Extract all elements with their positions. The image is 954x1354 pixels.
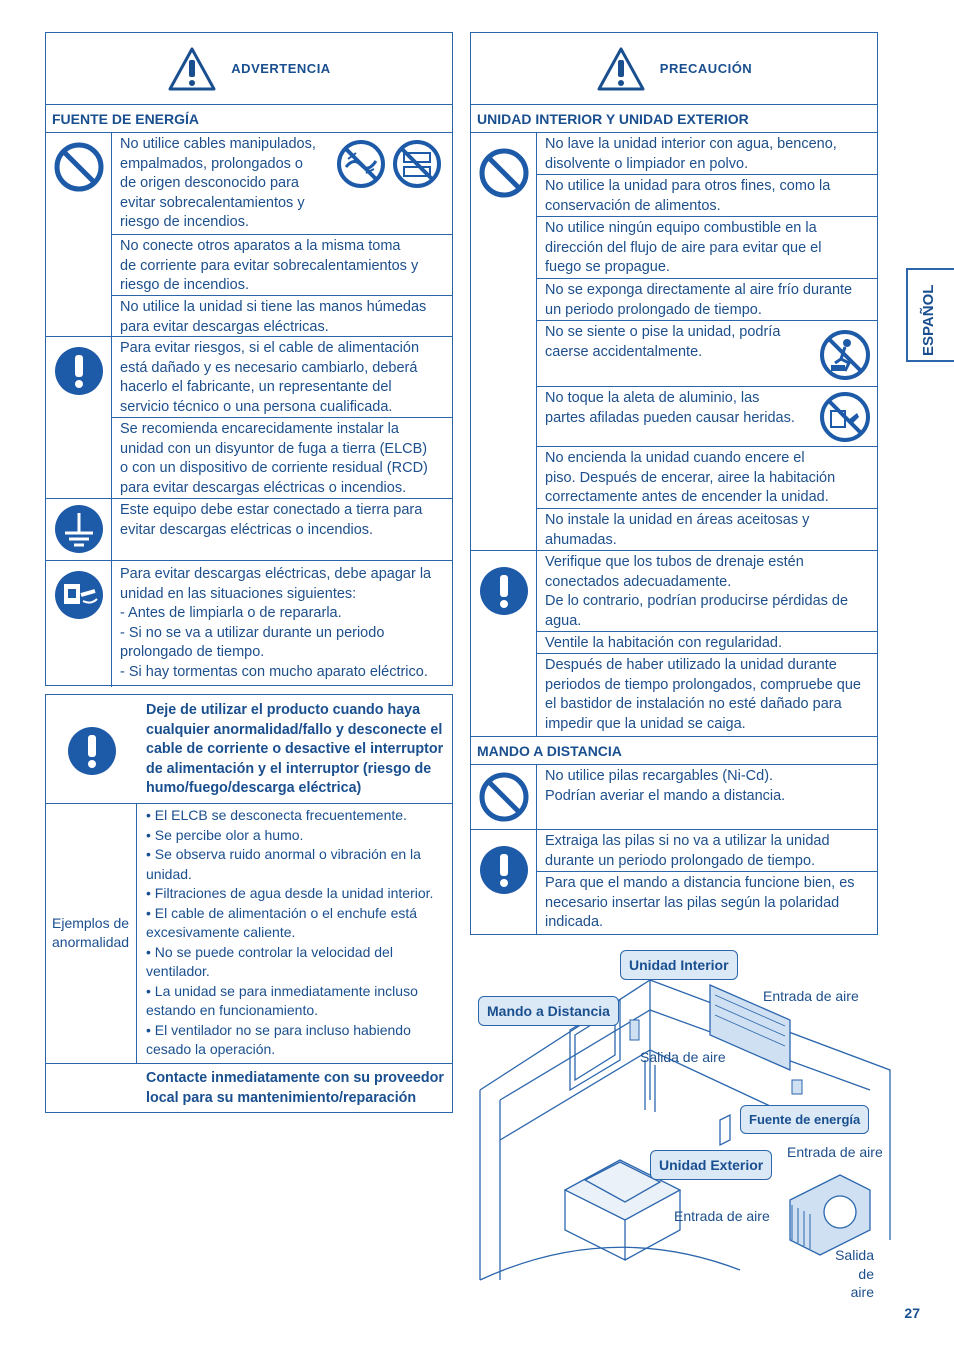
list-item: • Filtraciones de agua desde la unidad interior. — [146, 885, 434, 901]
ground-icon — [53, 503, 105, 555]
text-cell: No utilice ningún equipo combustible en la dirección del flujo de aire para evitar que el fuego se propague. — [537, 217, 877, 279]
mandatory-icon-cell — [471, 551, 537, 737]
caution-header — [471, 33, 877, 105]
warning-header — [46, 33, 452, 105]
contact-text: Contacte inmediatamente con su proveedor local para su mantenimiento/reparación — [146, 1070, 444, 1106]
air-outlet-label: Salida de aire — [640, 1049, 726, 1065]
abnormality-intro: Deje de utilizar el producto cuando haya cualquier anormalidad/fallo y desconecte el cable de corriente o desactive el interruptor de alimentación y el interruptor (riesgo de humo/fuego/descarga eléctrica) — [146, 702, 444, 796]
text-cell: Después de haber utilizado la unidad durante periodos de tiempo prolongados, compruebe que el bastidor de instalación no esté dañado para impedir que la unidad se caiga. — [545, 657, 861, 732]
list-item: • Se percibe olor a humo. — [146, 826, 304, 843]
group-unplug — [46, 561, 452, 687]
text-cell: No se siente o pise la unidad, podría caerse accidentalmente. — [537, 321, 877, 387]
text-cell: No encienda la unidad cuando encere el piso. Después de encerar, airee la habitación correctamente antes de encender la unidad. — [537, 447, 877, 509]
section-power-source: FUENTE DE ENERGÍA — [46, 105, 452, 133]
extension-cable-icon — [392, 139, 442, 189]
air-inlet-label: Entrada de aire — [763, 988, 859, 1004]
list-item: • El ventilador no se para incluso habiendo cesado la operación. — [146, 1021, 411, 1057]
list-item: • El ELCB se desconecta frecuentemente. — [146, 807, 407, 823]
text-cell: No utilice cables manipulados, empalmados, prolongados o de origen desconocido para evitar sobrecalentamientos y riesgo de incendios. — [112, 133, 452, 235]
list-item: • Se observa ruido anormal o vibración en la unidad. — [146, 846, 421, 882]
warning-title: ADVERTENCIA — [231, 61, 331, 76]
text-cell: Para que el mando a distancia funcione bien, es necesario insertar las pilas según la polaridad indicada. — [545, 875, 855, 930]
unplug-icon-cell — [46, 561, 112, 687]
group-prohibited — [471, 133, 877, 551]
mandatory-icon-cell — [46, 337, 112, 499]
text-cell: No instale la unidad en áreas aceitosas y ahumadas. — [545, 512, 810, 548]
text-cell: No utilice la unidad para otros fines, como la conservación de alimentos. — [537, 175, 877, 217]
examples-label: Ejemplos de anormalidad — [52, 915, 130, 950]
caution-box — [470, 32, 878, 935]
text-cell: Para evitar descargas eléctricas, debe apagar la unidad en las situaciones siguientes: - Antes de limpiarla o de repararla. - Si no se va a utilizar durante un periodo prolongado de tiempo. - Si hay tormentas con mucho aparato eléctrico. — [120, 566, 432, 680]
prohibited-icon — [478, 771, 530, 823]
page-number: 27 — [904, 1305, 920, 1321]
abnormality-header — [46, 695, 452, 804]
ground-icon-cell — [46, 499, 112, 561]
text-cell: Para evitar riesgos, si el cable de alimentación está dañado y es necesario cambiarlo, deberá hacerlo el fabricante, un representante del servicio técnico o una persona cualificada. — [112, 337, 452, 418]
list-item: • La unidad se para inmediatamente incluso estando en funcionamiento. — [146, 982, 418, 1018]
warning-triangle-icon — [167, 46, 217, 92]
prohibited-icon — [478, 147, 530, 199]
group-prohibited — [46, 133, 452, 337]
group-mandatory — [46, 337, 452, 499]
damaged-cable-icon — [336, 139, 386, 189]
label-power-source: Fuente de energía — [740, 1105, 869, 1134]
exclamation-icon — [478, 844, 530, 896]
prohibited-icon-cell — [46, 133, 112, 337]
text-cell: No toque la aleta de aluminio, las partes afiladas pueden causar heridas. — [537, 387, 877, 447]
section-remote-control: MANDO A DISTANCIA — [471, 737, 877, 765]
group-ground — [46, 499, 452, 561]
prohibited-icon — [53, 141, 105, 193]
air-outlet-label: Salida de aire — [835, 1247, 874, 1300]
text-cell: Se recomienda encarecidamente instalar la unidad con un disyuntor de fuga a tierra (ELCB) o con un dispositivo de corriente residual (RCD) para evitar descargas eléctricas o incendios. — [120, 421, 428, 496]
caution-title: PRECAUCIÓN — [659, 61, 753, 76]
text-cell: Ventile la habitación con regularidad. — [537, 632, 877, 654]
list-item: • No se puede controlar la velocidad del ventilador. — [146, 943, 393, 979]
text-cell: No utilice pilas recargables (Ni-Cd). Podrían averiar el mando a distancia. — [545, 768, 786, 804]
section-indoor-outdoor: UNIDAD INTERIOR Y UNIDAD EXTERIOR — [471, 105, 877, 133]
text-cell: No utilice la unidad si tiene las manos húmedas para evitar descargas eléctricas. — [120, 299, 427, 335]
label-remote-control: Mando a Distancia — [478, 996, 619, 1026]
list-item: • El cable de alimentación o el enchufe está excesivamente caliente. — [146, 904, 418, 940]
exclamation-icon — [478, 565, 530, 617]
examples-label-cell — [46, 804, 137, 1064]
label-outdoor-unit: Unidad Exterior — [650, 1150, 772, 1180]
text-cell: Este equipo debe estar conectado a tierra para evitar descargas eléctricas o incendios. — [120, 502, 423, 538]
prohibited-icon-cell — [471, 133, 537, 551]
abnormality-box — [45, 694, 453, 1113]
language-tab — [906, 268, 954, 362]
text-cell: Verifique que los tubos de drenaje estén conectados adecuadamente. De lo contrario, podrían producirse pérdidas de agua. — [537, 551, 877, 632]
warning-triangle-icon — [596, 46, 646, 92]
remote-control — [630, 1020, 639, 1040]
text-cell: No conecte otros aparatos a la misma toma de corriente para evitar sobrecalentamientos y riesgo de incendios. — [112, 235, 452, 296]
abnormality-examples — [46, 804, 452, 1064]
prohibited-icon-cell — [471, 765, 537, 830]
language-tab-label: ESPAÑOL — [920, 284, 937, 356]
group-mandatory-remote — [471, 830, 877, 934]
group-mandatory — [471, 551, 877, 737]
group-prohibited-remote — [471, 765, 877, 830]
exclamation-icon — [66, 725, 118, 777]
examples-list — [146, 806, 446, 1060]
text-cell: No se exponga directamente al aire frío durante un periodo prolongado de tiempo. — [537, 279, 877, 321]
text-cell: No lave la unidad interior con agua, benceno, disolvente o limpiador en polvo. — [537, 133, 877, 175]
text-cell: Extraiga las pilas si no va a utilizar la unidad durante un periodo prolongado de tiempo. — [537, 830, 877, 872]
air-inlet-label: Entrada de aire — [674, 1208, 770, 1224]
warning-box — [45, 32, 453, 686]
air-inlet-label: Entrada de aire — [787, 1144, 883, 1160]
mandatory-icon-cell — [471, 830, 537, 934]
power-outlet — [792, 1080, 802, 1094]
outdoor-unit — [790, 1175, 870, 1255]
exclamation-icon — [53, 345, 105, 397]
unplug-icon — [53, 569, 105, 621]
no-stepping-icon — [819, 329, 871, 381]
no-touch-fin-icon — [819, 391, 871, 443]
label-indoor-unit: Unidad Interior — [620, 950, 738, 980]
